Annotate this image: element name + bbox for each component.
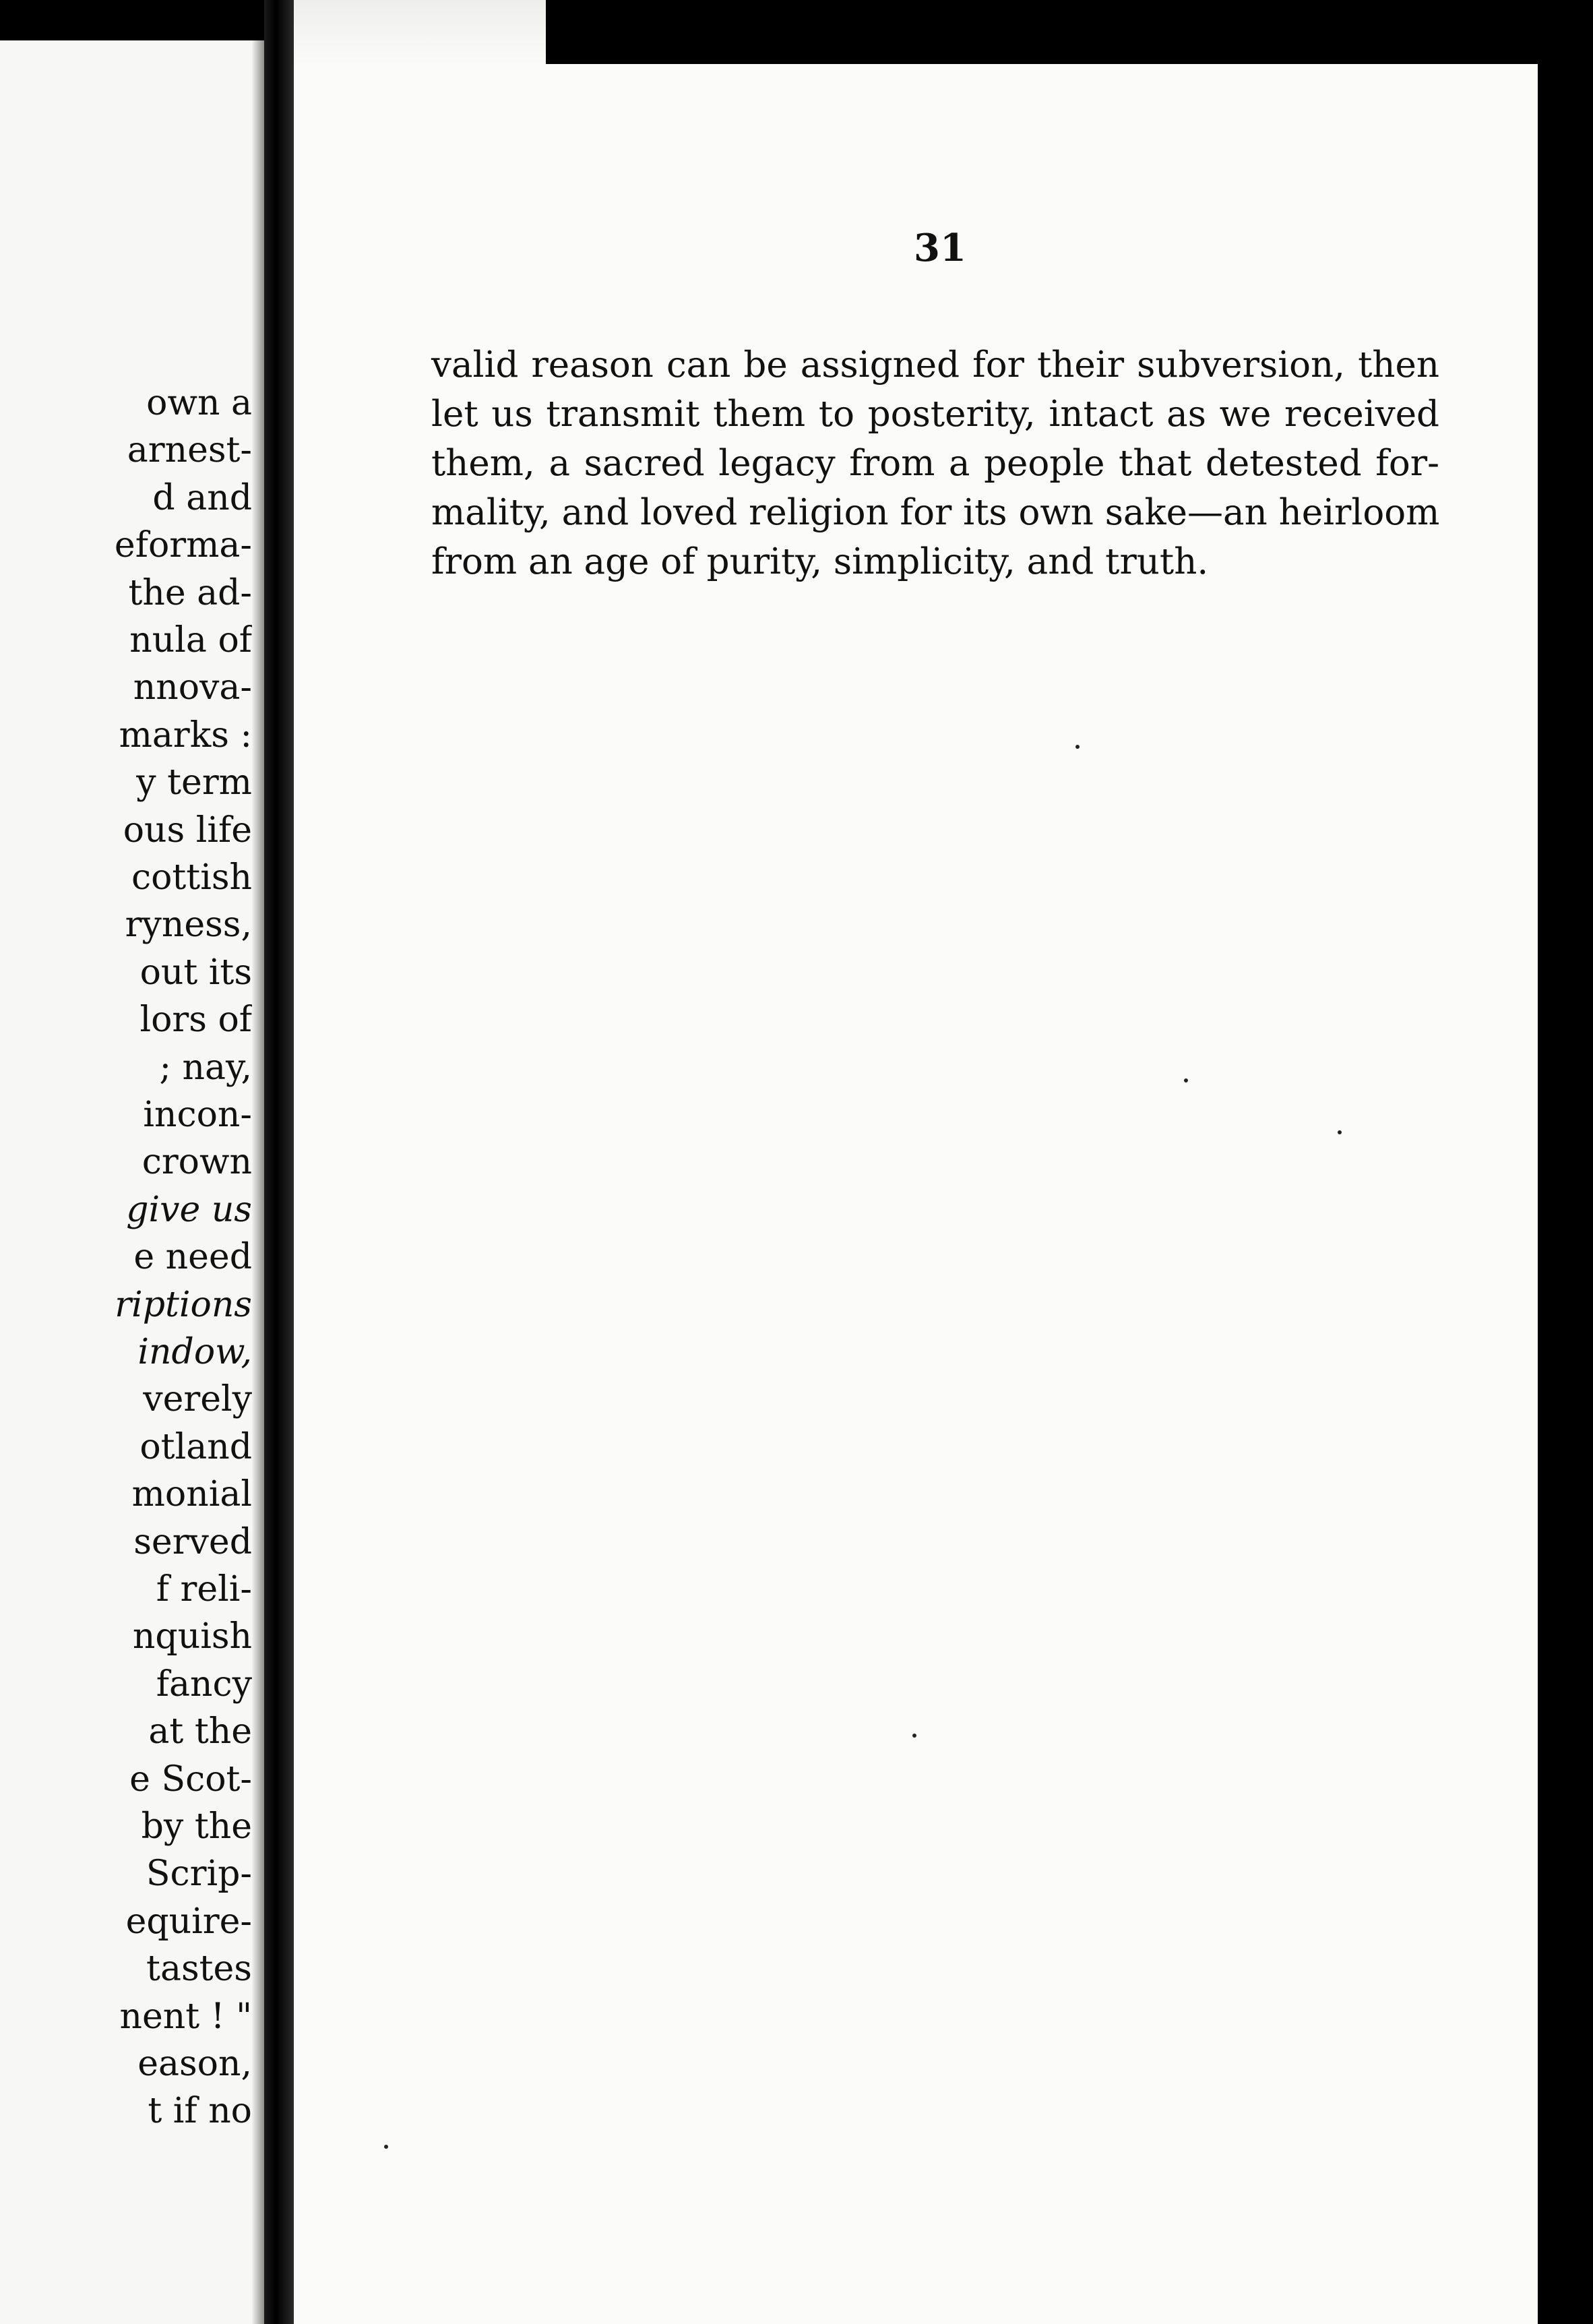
left-page-line: ryness,	[125, 905, 252, 946]
left-page-fragment	[0, 40, 264, 2324]
left-page-line: d and	[152, 477, 252, 518]
left-page-line: y term	[136, 762, 252, 803]
left-page-line: t if no	[148, 2091, 252, 2132]
left-page-line: eforma-	[114, 525, 252, 566]
left-page-line: tastes	[146, 1949, 252, 1990]
paper-speck	[912, 1734, 916, 1738]
left-page-line: e Scot-	[129, 1759, 252, 1800]
left-page-line: nquish	[132, 1616, 252, 1657]
left-page-line: nnova-	[133, 667, 252, 708]
paper-speck	[1184, 1078, 1188, 1082]
left-page-line: lors of	[139, 1000, 252, 1041]
left-page-line: the ad-	[128, 572, 252, 613]
left-page-line: give us	[126, 1189, 252, 1230]
left-page-line: indow,	[137, 1332, 252, 1372]
left-page-line: nent ! "	[119, 1996, 252, 2037]
left-page-line: f reli-	[156, 1569, 252, 1610]
body-line: let us transmit them to posterity, intact as we received	[431, 394, 1439, 435]
left-page-line: crown	[142, 1142, 252, 1183]
body-line: from an age of purity, simplicity, and truth.	[431, 541, 1209, 582]
left-page-line: fancy	[156, 1663, 252, 1705]
left-page-line: monial	[131, 1474, 252, 1515]
left-page-line: e need	[133, 1237, 252, 1278]
body-line: valid reason can be assigned for their subversion, then	[431, 344, 1439, 386]
paper-speck	[1338, 1130, 1342, 1134]
left-page-line: by the	[141, 1806, 252, 1847]
left-page-line: nula of	[129, 620, 252, 661]
body-line: them, a sacred legacy from a people that detested for-	[431, 443, 1439, 484]
left-page-line: ous life	[123, 809, 252, 851]
book-gutter	[264, 0, 294, 2324]
page-right-shadow	[1538, 64, 1593, 2324]
left-page-line: own a	[146, 383, 252, 423]
left-page-line: out its	[139, 952, 252, 993]
body-paragraph	[431, 340, 1439, 586]
left-page-line: equire-	[125, 1901, 252, 1942]
left-page-line: Scrip-	[146, 1854, 252, 1895]
left-page-line: cottish	[131, 857, 252, 898]
left-page-line: eason,	[137, 2044, 252, 2084]
left-page-line: arnest-	[127, 430, 252, 471]
left-page-line: otland	[139, 1426, 252, 1467]
left-page-line: riptions	[115, 1284, 252, 1325]
body-line: mality, and loved religion for its own sake—an heirloom	[431, 492, 1440, 533]
left-page-line: at the	[148, 1711, 252, 1752]
paper-speck	[384, 2145, 388, 2149]
left-page-line: ; nay,	[159, 1047, 252, 1088]
left-page-line: incon-	[143, 1095, 252, 1135]
left-page-line: marks :	[119, 714, 252, 756]
page-number: 31	[914, 226, 966, 270]
left-page-line: verely	[143, 1379, 252, 1420]
left-page-line: served	[133, 1521, 252, 1562]
left-page-text	[0, 40, 264, 2324]
paper-speck	[1075, 745, 1080, 749]
page-top-shadow	[546, 0, 1593, 64]
